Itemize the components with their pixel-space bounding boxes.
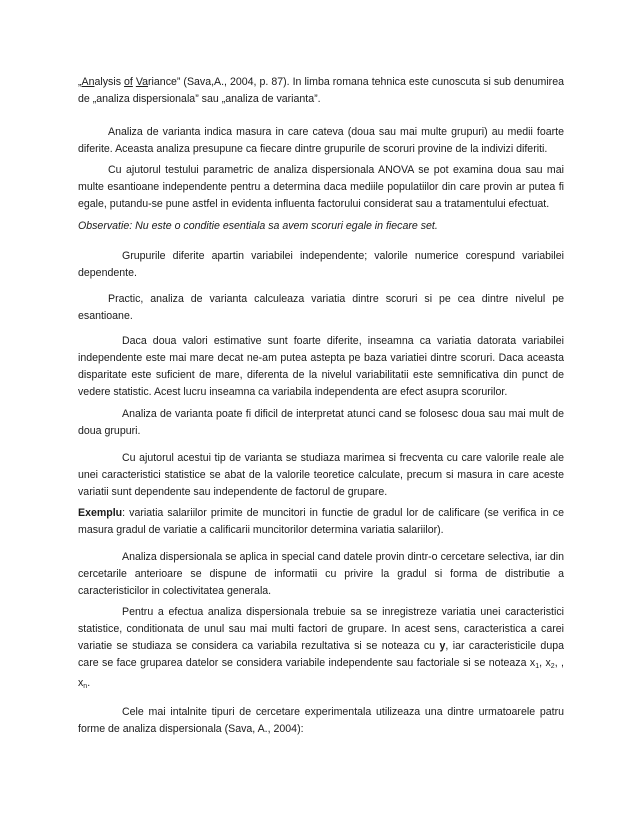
paragraph-variance-analysis: Analiza de varianta indica masura in care cateva (doua sau mai multe grupuri) au medii foarte diferite. Aceasta analiza presupune ca fiecare dintre grupurile de scoruri provine de la indivizi diferiti. xyxy=(78,126,564,155)
paragraph-frequency: Cu ajutorul acestui tip de varianta se studiaza marimea si frecventa cu care valorile reale ale unei caracteristici statistice se abat de la valorile teoretice calculate, precum si masura in care aceste variatii sunt dependente sau independente de factorul de grupare. xyxy=(78,452,564,498)
paragraph-groups: Grupurile diferite apartin variabilei independente; valorile numerice corespund variabilei dependente. xyxy=(78,250,564,279)
example-label: Exemplu xyxy=(78,507,123,519)
underlined-an: An xyxy=(81,76,95,88)
comma-x2: , x xyxy=(539,657,551,669)
paragraph-example xyxy=(78,505,564,539)
text-riance-rest: riance” (Sava,A., 2004, p. 87). In limba romana tehnica este cunoscuta si sub denumirea de „analiza dispersionala” sau „analiza de varianta”. xyxy=(78,76,564,105)
subscript-2: 2 xyxy=(550,663,555,670)
procedure-text-start: Pentru a efectua analiza dispersionala trebuie sa se inregistreze variatia unei caracteristici statistice, conditionata de unul sau mai multi factori de grupare. In acest sens, caracteristica a carei variatie se studiaza se considera ca variabila rezultativa si se noteaza cu xyxy=(78,606,564,652)
paragraph-research-types: Cele mai intalnite tipuri de cercetare experimentala utilizeaza una dintre urmatoarele patru forme de analiza dispersionala (Sava, A., 2004): xyxy=(78,706,564,735)
paragraph-observation: Observatie: Nu este o conditie esentiala sa avem scoruri egale in fiecare set. xyxy=(78,220,438,232)
paragraph-procedure xyxy=(78,604,564,695)
underlined-of: of xyxy=(124,76,133,88)
paragraph-anova-test: Cu ajutorul testului parametric de analiza dispersionala ANOVA se pot examina doua sau mai multe esantioane independente pentru a determina daca mediile populatiilor din care provin ar putea fi egale, putandu-se pune astfel in evidenta influenta factorului considerat sau a tratamentului efectuat. xyxy=(78,164,564,210)
paragraph-application: Analiza dispersionala se aplica in special cand datele provin dintr-o cercetare selectiva, iar din cercetarile anterioare se dispune de informatii cu privire la gradul si forma de distributie a caracteristicilor in colectivitatea generala. xyxy=(78,551,564,597)
variable-y: y xyxy=(439,640,446,652)
subscript-1: 1 xyxy=(535,663,540,670)
example-text: : variatia salariilor primite de muncitori in functie de gradul lor de calificare (se verifica in ce masura gradul de variatie a calificarii muncitorilor determina variatia salariilor). xyxy=(78,507,564,536)
comma-xn: , , x xyxy=(78,657,564,689)
underlined-va: Va xyxy=(135,76,149,88)
paragraph-interpretation: Analiza de varianta poate fi dificil de interpretat atunci cand se folosesc doua sau mai mult de doua grupuri. xyxy=(78,408,564,437)
text-alysis: alysis xyxy=(94,76,124,88)
quote-open: „ xyxy=(78,76,82,88)
paragraph-estimates: Daca doua valori estimative sunt foarte diferite, inseamna ca variatia datorata variabilei independente este mai mare decat ne-am putea astepta pe baza variatiei dintre scoruri. Daca aceasta disparitate este suficient de mare, diferenta de la nivelul variabilitatii este semnificativa din punct de vedere statistic. Acest lucru inseamna ca variabila independenta are efect asupra scorurilor. xyxy=(78,335,564,398)
procedure-text-middle: , iar caracteristicile dupa care se face gruparea datelor se considera variabile independente sau factoriale si se noteaza x xyxy=(78,640,564,669)
subscript-n: n xyxy=(83,683,88,690)
paragraph-anova-definition xyxy=(78,74,564,108)
paragraph-practical: Practic, analiza de varianta calculeaza variatia dintre scoruri si pe cea dintre nivelul pe esantioane. xyxy=(78,293,564,322)
procedure-end: . xyxy=(87,677,91,689)
